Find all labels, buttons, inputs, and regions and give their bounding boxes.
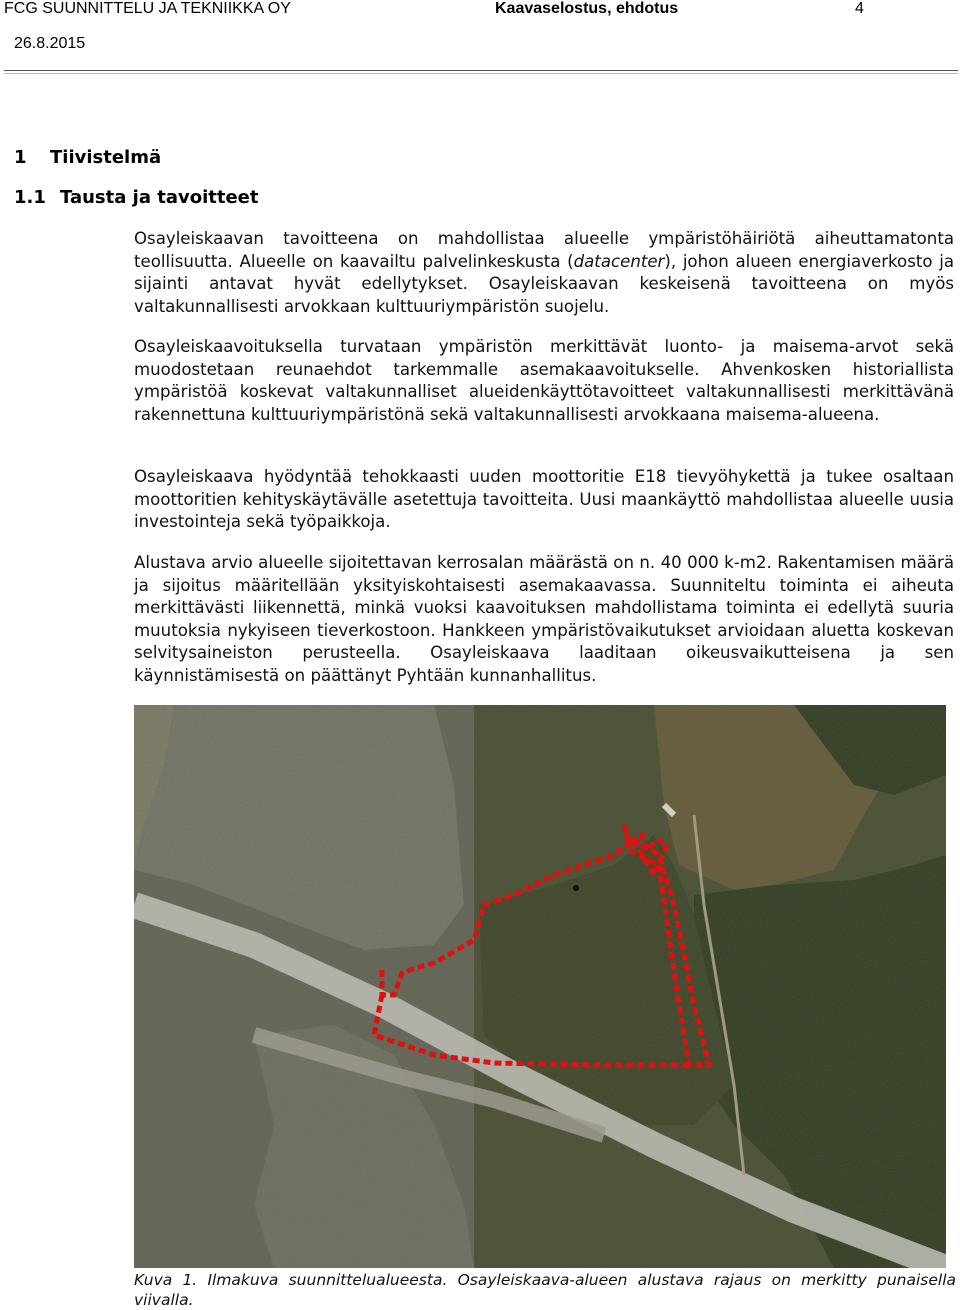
aerial-photo (134, 705, 946, 1268)
figure-caption: Kuva 1. Ilmakuva suunnittelualueesta. Osayleiskaava-alueen alustava rajaus on merkitty punaisella viivalla. (134, 1271, 956, 1309)
paragraph-protection: Osayleiskaavoituksella turvataan ympäristön merkittävät luonto- ja maisema-arvot sekä muodostetaan reunaehdot tarkemmalle asemakaavoitukselle. Ahvenkosken historiallista ympäristöä koskevat valtakunnalliset alueidenkäyttötavoitteet valtakunnallisesti merkittävänä rakennettuna kulttuuriympäristönä sekä valtakunnallisesti arvokkaana maisema-alueena. (134, 337, 954, 424)
emphasis-datacenter: datacenter (573, 251, 665, 271)
photo-grain (134, 705, 946, 1268)
paragraph-goals (134, 228, 954, 318)
header-page-number: 4 (855, 0, 864, 17)
section-number: 1 (14, 147, 27, 168)
paragraph-estimate: Alustava arvio alueelle sijoitettavan kerrosalan määrästä on n. 40 000 k-m2. Rakentamisen määrä ja sijoitus määritellään yksityiskohtaisesti asemakaavassa. Suunniteltu toiminta ei aiheuta merkittävästi liikennettä, minkä vuoksi kaavoituksen mahdollistama toiminta ei edellytä suuria muutoksia nykyiseen tieverkostoon. Hankkeen ympäristövaikutukset arvioidaan aluetta koskevan selvitysaineiston perusteella. Osayleiskaava laaditaan oikeusvaikutteisena ja sen käynnistämisestä on päättänyt Pyhtään kunnanhallitus. (134, 553, 954, 685)
paragraph-text: Osayleiskaavan tavoitteena on mahdollistaa alueelle ympäristöhäiriötä aiheuttamatonta teollisuutta. Alueelle on kaavailtu palvelinkeskusta ( (134, 229, 954, 271)
location-marker (573, 885, 579, 891)
header-divider (4, 70, 958, 71)
paragraph-text: ), johon alueen energiaverkosto ja sijainti antavat hyvät edellytykset. Osayleiskaavan keskeisenä tavoitteena on myös valtakunnallisesti arvokkaan kulttuuriympäristön suojelu. (134, 251, 954, 316)
section-heading-1 (14, 147, 161, 169)
header-date: 26.8.2015 (14, 35, 86, 52)
aerial-photo-drawing (134, 705, 946, 1268)
paragraph-motorway: Osayleiskaava hyödyntää tehokkaasti uuden moottoritie E18 tievyöhykettä ja tukee osaltaan moottoritien kehityskäytävälle asetettuja tavoitteita. Uusi maankäyttö mahdollistaa alueelle uusia investointeja sekä työpaikkoja. (134, 467, 954, 531)
section-title: Tiivistelmä (50, 147, 162, 168)
section-number: 1.1 (14, 187, 46, 208)
section-title: Tausta ja tavoitteet (60, 187, 259, 208)
header-divider-secondary (4, 73, 958, 74)
section-heading-1-1 (14, 187, 258, 209)
header-document-title: Kaavaselostus, ehdotus (495, 0, 679, 17)
header-company: FCG SUUNNITTELU JA TEKNIIKKA OY (4, 0, 291, 17)
